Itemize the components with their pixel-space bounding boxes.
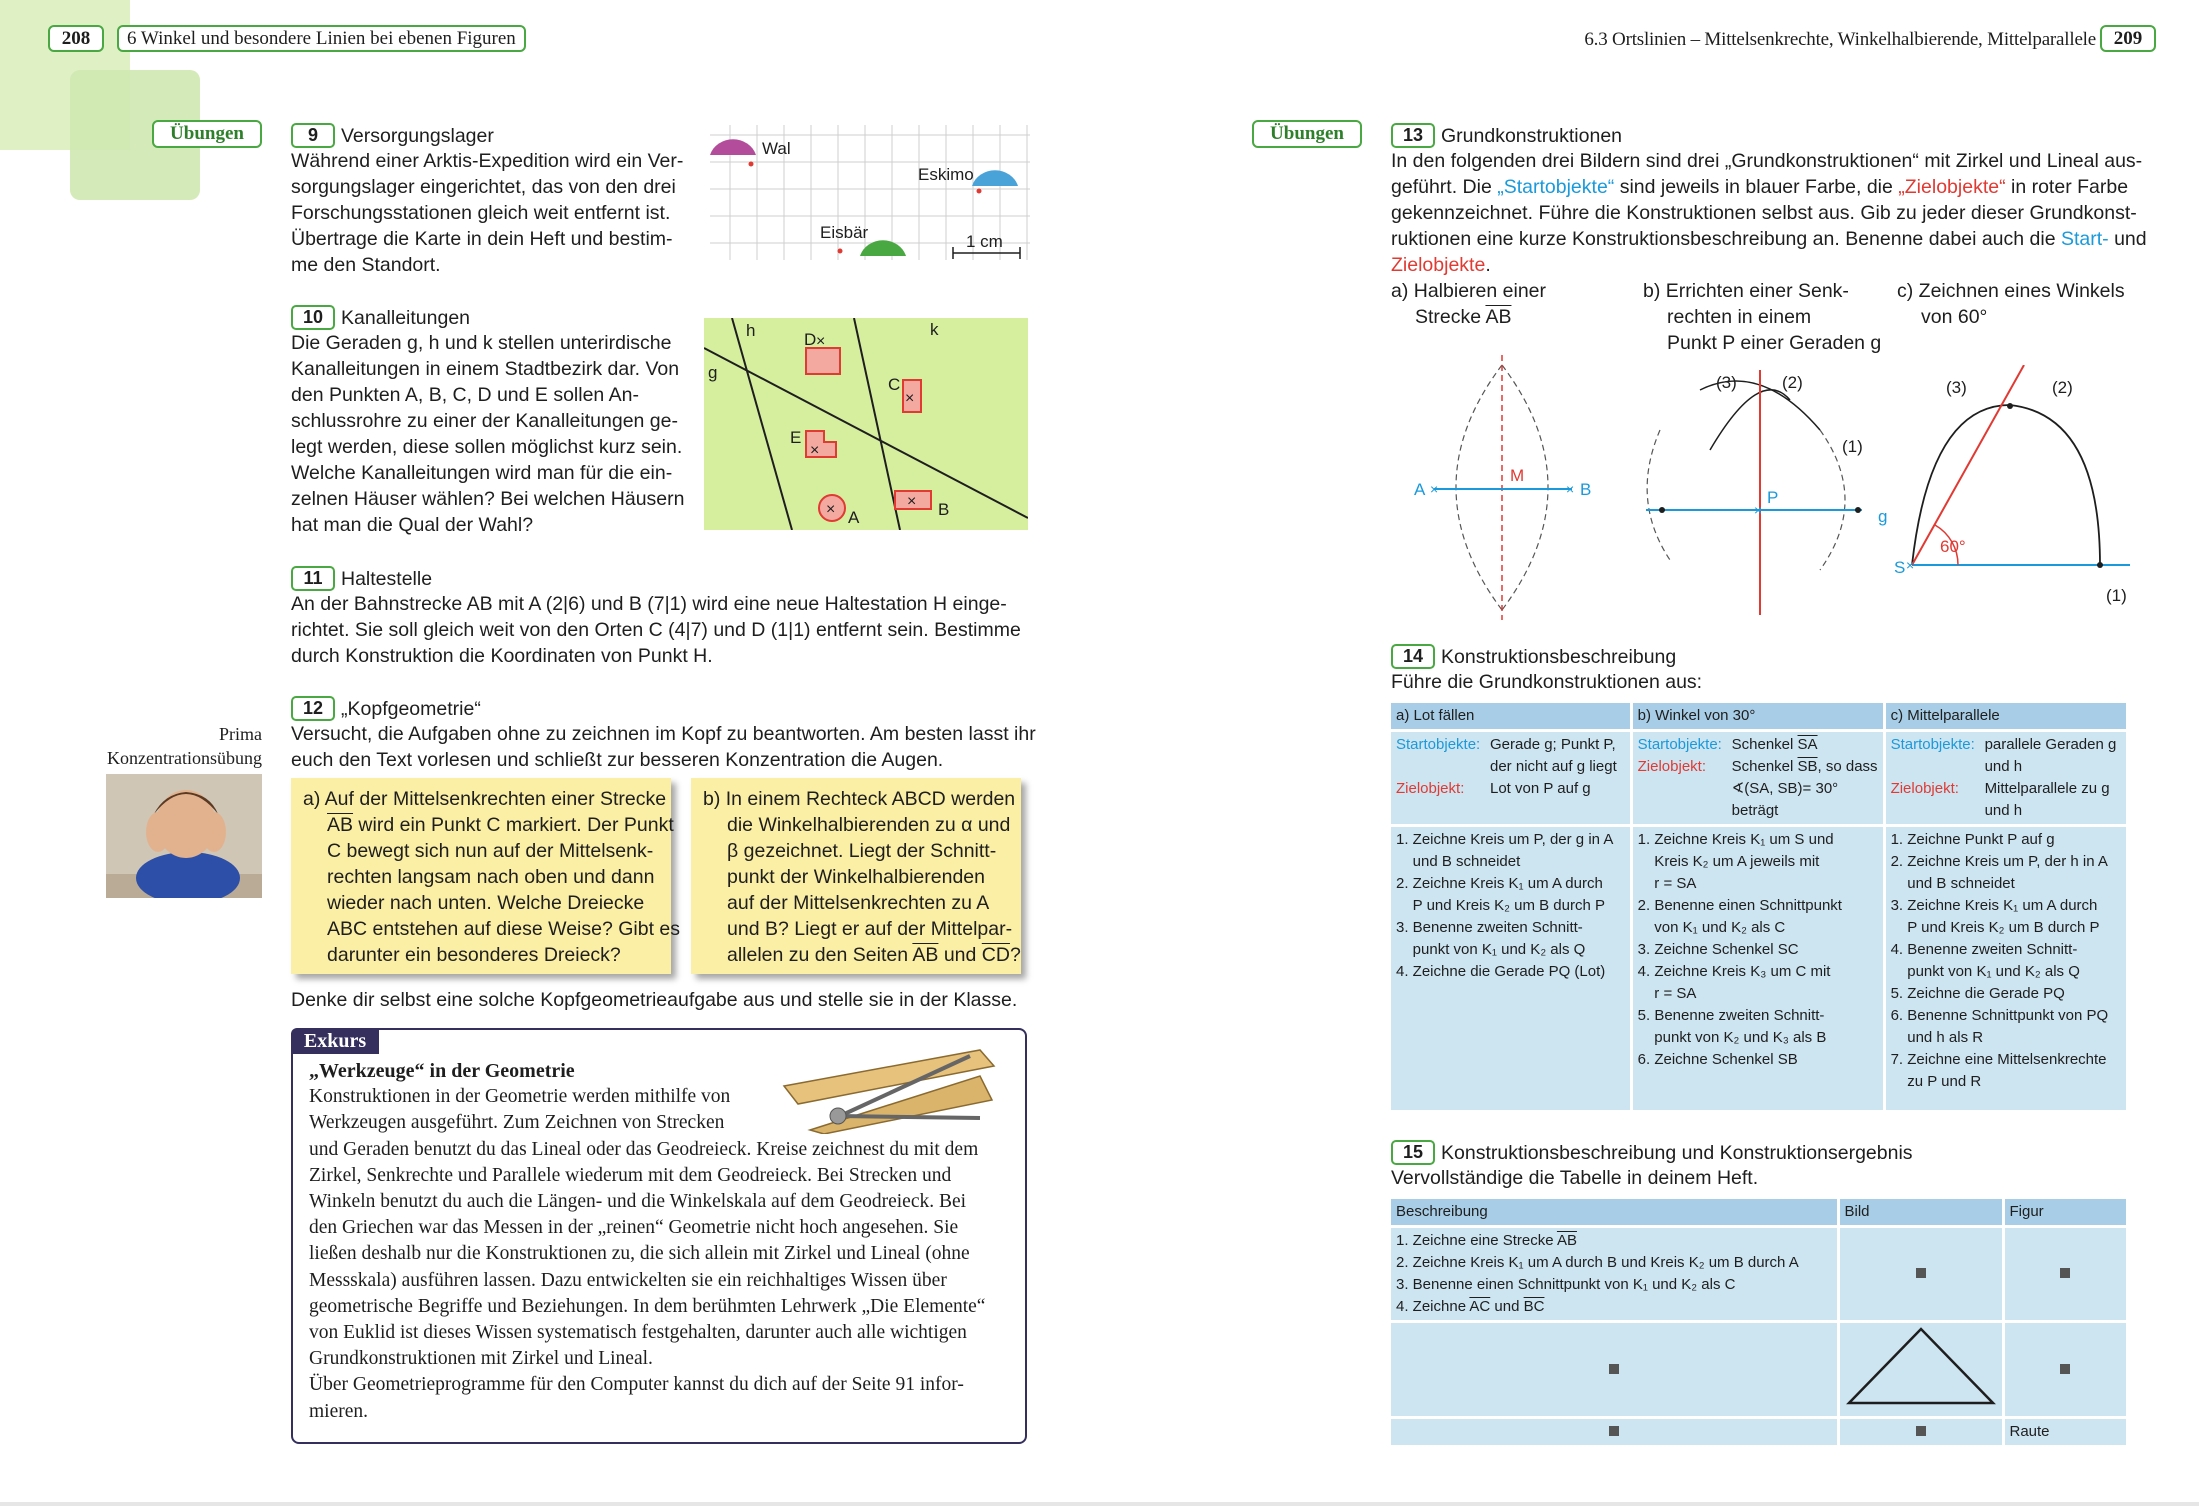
text-line: Während einer Arktis-Expedition wird ein Ver- [291,150,684,172]
segment-AB: $\overline{AB}$ [912,944,939,966]
text-line: den Griechen war das Messen in der „reinen“ Geometrie nicht hoch angesehen. Sie [309,1217,959,1239]
triangle-figure [1843,1323,1999,1409]
step-line: 4. Zeichne $\overline{AC}$ und $\overline{BC}$ [1396,1298,1545,1315]
step-line: 7. Zeichne eine Mittelsenkrechte [1890,1051,2107,1068]
text-line: C bewegt sich nun auf der Mittelsenk- [327,840,654,862]
task-12-after: Denke dir selbst eine solche Kopfgeometrieaufgabe aus und stelle sie in der Klasse. [291,989,1018,1011]
step-line: r = SA [1637,985,1697,1002]
task-title: Grundkonstruktionen [1441,124,1623,147]
table-header-row [1391,703,2126,729]
cell-line: Schenkel $\overline{SB}$, so dass [1731,758,1878,775]
text-line: In den folgenden drei Bildern sind drei „Grundkonstruktionen“ mit Zirkel und Lineal aus- [1391,150,2143,172]
task-11-heading [291,565,432,592]
text-line: richtet. Sie soll gleich weit von den Orten C (4|7) und D (1|1) entfernt sein. Bestimme [291,619,1021,641]
text-part: . [1485,254,1491,276]
text-line: und B? Liegt er auf der Mittelpar- [727,918,1013,940]
uebungen-label-left: Übungen [152,120,262,148]
angle-label: 60° [1940,537,1966,556]
text-line: hat man die Qual der Wahl? [291,514,534,536]
house-D [806,348,840,374]
task-14-subtitle: Führe die Grundkonstruktionen aus: [1391,671,1703,693]
text-part: und [2108,228,2147,250]
header-cell-beschreibung: Beschreibung [1391,1199,1837,1225]
cell-description [1391,1228,1837,1320]
arctic-map [700,120,1030,270]
text-line [303,812,674,838]
step-line: 3. Benenne einen Schnittpunkt von K₁ und K₂ als C [1396,1276,1736,1293]
text-line: b) Errichten einer Senk- [1643,280,1849,302]
text-line [1391,226,2147,252]
text-line: rechten in einem [1667,306,1812,328]
text-line: schlussrohre zu einer der Kanalleitungen ge- [291,410,678,432]
text-line: legt werden, diese sollen möglichst kurz sein. [291,436,683,458]
cell-figur [2005,1323,2127,1416]
placeholder-square-icon [1609,1364,1619,1374]
step-line: 3. Benenne zweiten Schnitt- [1396,919,1583,936]
step-line: 1. Zeichne Punkt P auf g [1890,831,2055,848]
step-line: und B schneidet [1396,853,1521,870]
ziel-term: Zielobjekte [1391,254,1486,276]
figure-perpendicular [1640,370,1900,620]
cell-b-objects [1633,732,1883,824]
ziel-row [1396,778,1625,800]
text-line: von 60° [1921,306,1988,328]
label-E: E [790,428,802,447]
task-14-heading [1391,643,1676,670]
task-15-heading [1391,1139,1913,1166]
placeholder-square-icon [1609,1426,1619,1436]
cell-b-steps [1633,827,1883,1110]
text-line: Grundkonstruktionen mit Zirkel und Lineal. [309,1348,653,1370]
text-part: in roter Farbe [2005,176,2129,198]
text-line: wieder nach unten. Welche Dreiecke [327,892,645,914]
text-line: Konstruktionen in der Geometrie werden mithilfe von [309,1086,731,1108]
placeholder-square-icon [2060,1364,2070,1374]
exkurs-text [309,1058,985,1425]
svg-text:×: × [816,333,826,350]
svg-text:×: × [905,390,915,407]
text-line: Winkeln benutzt du auch die Längen- und die Winkelskala auf dem Geodreieck. Bei [309,1191,967,1213]
text-line: Übertrage die Karte in dein Heft und bestim- [291,228,673,250]
step-line: P und Kreis K₂ um B durch P [1396,897,1605,914]
step-line: 1. Zeichne eine Strecke $\overline{AB}$ [1396,1232,1577,1249]
task-number: 14 [1391,644,1435,669]
text-line: b) In einem Rechteck ABCD werden [703,788,1016,810]
cell-line: Schenkel $\overline{SA}$ [1731,736,1818,753]
line-label-g: g [1878,507,1888,526]
line-label-h: h [746,321,756,340]
chapter-title: 6 Winkel und besondere Linien bei ebenen Figuren [117,25,526,52]
start-label: Startobjekte: [1396,736,1481,753]
task-number: 9 [291,123,335,148]
task-number: 15 [1391,1140,1435,1165]
eskimo-station-icon [972,170,1018,186]
text-line: gekennzeichnet. Führe die Konstruktionen selbst aus. Gib zu jeder dieser Grundkonst- [1391,202,2137,224]
left-page-number: 208 [48,25,104,52]
ziel-label: Zielobjekt: [1890,780,1959,797]
segment-AB: $\overline{AB}$ [327,814,354,836]
step-line: 2. Zeichne Kreis K₁ um A durch [1396,875,1603,892]
text-line: Versucht, die Aufgaben ohne zu zeichnen im Kopf zu beantworten. Am besten lasst ihr [291,723,1036,745]
map-label-eisbaer: Eisbär [820,223,869,242]
step-line: 6. Zeichne Schenkel SB [1637,1051,1798,1068]
step-label-2: (2) [2052,378,2073,397]
table-row [1391,1228,2126,1320]
task-title: „Kopfgeometrie“ [341,697,481,720]
step-label-1: (1) [1842,437,1863,456]
placeholder-square-icon [1916,1268,1926,1278]
text-line [1391,252,2147,278]
table-row-objects [1391,732,2126,824]
text-line: Messskala) ausführen lassen. Dazu entwickelten sie ein reichhaltiges Wissen über [309,1269,947,1291]
cell-line: Lot von P auf g [1490,780,1591,797]
uebungen-label-right: Übungen [1252,120,1362,148]
text-line: den Punkten A, B, C, D und E sollen An- [291,384,639,406]
step-line: 6. Benenne Schnittpunkt von PQ [1890,1007,2109,1024]
cell-line: der nicht auf g liegt [1490,758,1617,775]
side-note-line: Konzentrationsübung [107,748,262,768]
text-line: sorgungslager eingerichtet, das von den drei [291,176,676,198]
ziel-values [1985,778,2110,822]
point-label-S: S [1894,558,1906,577]
figure-60-degree [1890,365,2130,620]
header-cell-b: b) Winkel von 30° [1633,703,1883,729]
table-header-row [1391,1199,2126,1225]
task-number: 12 [291,696,335,721]
svg-text:×: × [1430,481,1439,497]
text-line: euch den Text vorlesen und schließt zur besseren Konzentration die Augen. [291,749,944,771]
label-C: C [888,375,901,394]
zielobjekte-term: „Zielobjekte“ [1898,176,2006,198]
step-line: r = SA [1637,875,1697,892]
step-line: 4. Zeichne Kreis K₃ um C mit [1637,963,1831,980]
cell-a-steps [1391,827,1630,1110]
sewer-map [704,318,1028,530]
step-line: 1. Zeichne Kreis K₁ um S und [1637,831,1834,848]
text-line: a) Halbieren einer [1391,280,1547,302]
svg-text:×: × [826,501,836,518]
step-line: 3. Zeichne Schenkel SC [1637,941,1799,958]
task-14-table [1388,700,2129,1113]
step-line: 5. Benenne zweiten Schnitt- [1637,1007,1825,1024]
step-line: 1. Zeichne Kreis um P, der g in A [1396,831,1614,848]
text-line: zelnen Häuser wählen? Bei welchen Häusern [291,488,685,510]
side-note-line: Prima [219,724,262,744]
girl-concentrating-photo [106,774,262,898]
point-label-M: M [1510,466,1525,485]
header-cell-figur: Figur [2005,1199,2127,1225]
text-part: ? [1009,944,1021,966]
figure-halving-segment [1410,355,1600,620]
step-line: P und Kreis K₂ um B durch P [1890,919,2100,936]
text-part: ruktionen eine kurze Konstruktionsbeschreibung an. Benenne dabei auch die [1391,228,2061,250]
ziel-row [1891,778,2121,822]
header-cell-bild: Bild [1840,1199,2002,1225]
cell-description [1391,1419,1837,1445]
text-line: von Euklid ist dieses Wissen systematisch festgehalten, darunter auch alle wichtigen [309,1322,967,1344]
task-number: 13 [1391,123,1435,148]
step-line: 4. Benenne zweiten Schnitt- [1890,941,2078,958]
exkurs-title: „Werkzeuge“ in der Geometrie [309,1060,575,1082]
text-part: sind jeweils in blauer Farbe, die [1614,176,1899,198]
label-A: A [848,508,860,527]
text-line: Die Geraden g, h und k stellen unterirdische [291,332,672,354]
ziel-values [1732,756,1878,822]
text-line: Werkzeugen ausgeführt. Zum Zeichnen von Strecken [309,1112,725,1134]
task-13b-caption [1643,278,1881,356]
step-line: 2. Benenne einen Schnittpunkt [1637,897,1842,914]
label-D: D [804,330,817,349]
svg-text:×: × [810,442,820,459]
start-values [1732,734,1818,756]
page-bottom-edge [0,1502,2199,1506]
text-line: β gezeichnet. Liegt der Schnitt- [727,840,997,862]
wal-station-icon [710,139,756,155]
cell-a-objects [1391,732,1630,824]
task-12-heading [291,695,481,722]
map-label-eskimo: Eskimo [918,165,974,184]
text-line: auf der Mittelsenkrechten zu A [727,892,990,914]
step-line: 2. Zeichne Kreis K₁ um A durch B und Kreis K₂ um B durch A [1396,1254,1799,1271]
step-line: 2. Zeichne Kreis um P, der h in A [1890,853,2108,870]
cell-bild [1840,1228,2002,1320]
cell-description [1391,1323,1837,1416]
task-13-heading [1391,122,1622,149]
step-line: 4. Zeichne die Gerade PQ (Lot) [1396,963,1606,980]
text-line: die Winkelhalbierenden zu α und [727,814,1011,836]
task-11-text [291,591,1021,669]
cell-bild [1840,1419,2002,1445]
segment-AB: $\overline{AB}$ [1485,306,1512,328]
text-part: allelen zu den Seiten [727,944,913,966]
cell-line: Mittelparallele zu g [1984,780,2110,797]
text-line: me den Standort. [291,254,441,276]
task-15-subtitle: Vervollständige die Tabelle in deinem Heft. [1391,1167,1759,1189]
task-12a-box [291,778,681,974]
step-line: 5. Zeichne die Gerade PQ [1890,985,2065,1002]
segment-CD: $\overline{CD}$ [981,944,1010,966]
text-line: Zirkel, Senkrechte und Parallele wiederum mit dem Geodreieck. Bei Strecken und [309,1164,952,1186]
right-page-number: 209 [2100,25,2156,52]
task-title: Kanalleitungen [341,306,471,329]
cell-c-objects [1886,732,2126,824]
text-line: rechten langsam nach oben und dann [327,866,655,888]
start-label: Startobjekte: [1637,736,1722,753]
text-line: Forschungsstationen gleich weit entfernt ist. [291,202,671,224]
step-line: punkt von K₂ und K₃ als B [1637,1029,1827,1046]
table-row-steps [1391,827,2126,1110]
task-15-table [1388,1196,2129,1448]
map-label-wal: Wal [762,139,791,158]
cell-line: und h [1984,758,2023,775]
cell-line: Gerade g; Punkt P, [1490,736,1616,753]
exkurs-tag: Exkurs [291,1028,379,1054]
step-line: und h als R [1890,1029,1984,1046]
text-line: Kanalleitungen in einem Stadtbezirk dar. Von [291,358,680,380]
start-label: Startobjekte: [1890,736,1975,753]
ziel-row [1638,756,1878,822]
task-13-text [1391,148,2147,278]
side-note [40,722,262,770]
step-line: von K₁ und K₂ als C [1637,919,1786,936]
text-line [1391,304,1546,330]
step-line: punkt von K₁ und K₂ als Q [1396,941,1586,958]
point-label-A: A [1414,480,1426,499]
cell-figur: Raute [2005,1419,2127,1445]
svg-text:×: × [1754,502,1763,518]
placeholder-square-icon [1916,1426,1926,1436]
step-line: 3. Zeichne Kreis K₁ um A durch [1890,897,2098,914]
text-line: punkt der Winkelhalbierenden [727,866,985,888]
task-title: Versorgungslager [341,124,494,147]
step-label-2: (2) [1782,373,1803,392]
text-line: durch Konstruktion die Koordinaten von Punkt H. [291,645,713,667]
table-row [1391,1323,2126,1416]
step-label-3: (3) [1716,373,1737,392]
task-12-text [291,721,1036,773]
step-line: zu P und R [1890,1073,1982,1090]
label-B: B [938,500,950,519]
text-line: Punkt P einer Geraden g [1667,332,1882,354]
header-cell-c: c) Mittelparallele [1886,703,2126,729]
ziel-label: Zielobjekt: [1637,758,1707,775]
task-title: Haltestelle [341,567,433,590]
cell-line: beträgt [1731,802,1779,819]
cell-c-steps [1886,827,2126,1110]
svg-text:×: × [1566,481,1575,497]
cell-line: parallele Geraden g [1984,736,2117,753]
ziel-label: Zielobjekt: [1396,780,1465,797]
step-line: und B schneidet [1890,875,2015,892]
text-line: ließen deshalb nur die Konstruktionen zu, die sich allein mit Zirkel und Lineal (ohne [309,1243,970,1265]
text-line: darunter ein besonderes Dreieck? [327,944,621,966]
cell-line: ∢(SA, SB)= 30° [1731,780,1839,797]
text-line: c) Zeichnen eines Winkels [1897,280,2125,302]
text-line: a) Auf der Mittelsenkrechten einer Strecke [303,788,667,810]
task-9-text [291,148,683,278]
start-term: Start- [2060,228,2109,250]
task-9-heading [291,122,494,149]
start-row [1638,734,1878,756]
line-label-g: g [708,363,718,382]
task-10-heading [291,304,470,331]
cell-line: und h [1984,802,2023,819]
table-row [1391,1419,2126,1445]
start-values [1985,734,2117,778]
point-label-B: B [1580,480,1592,499]
text-line: Über Geometrieprogramme für den Computer kannst du dich auf der Seite 91 infor- [309,1374,964,1396]
svg-text:×: × [907,493,917,510]
text-part: Strecke [1415,306,1486,328]
startobjekte-term: „Startobjekte“ [1497,176,1615,198]
task-title: Konstruktionsbeschreibung [1441,645,1677,668]
header-cell-a: a) Lot fällen [1391,703,1630,729]
task-13c-caption [1897,278,2125,330]
task-title: Konstruktionsbeschreibung und Konstruktionsergebnis [1441,1141,1913,1164]
step-label-3: (3) [1946,378,1967,397]
step-line: punkt von K₁ und K₂ als Q [1890,963,2080,980]
text-part: wird ein Punkt C markiert. Der Punkt [353,814,674,836]
right-running-title: 6.3 Ortslinien – Mittelsenkrechte, Winkelhalbierende, Mittelparallele [1584,29,2096,50]
task-10-text [291,330,685,538]
text-line: mieren. [309,1400,369,1422]
task-number: 11 [291,566,335,591]
text-line: geometrische Begriffe und Beziehungen. In dem berühmten Lehrwerk „Die Elemente“ [309,1295,986,1317]
text-line: An der Bahnstrecke AB mit A (2|6) und B (7|1) wird eine neue Haltestation H einge- [291,593,1007,615]
line-label-k: k [930,320,939,339]
step-line: Kreis K₂ um A jeweils mit [1637,853,1820,870]
step-label-1: (1) [2106,586,2127,605]
cell-figur [2005,1228,2127,1320]
start-row [1891,734,2121,778]
svg-text:×: × [1906,557,1915,573]
start-row [1396,734,1625,778]
text-line [1391,174,2147,200]
placeholder-square-icon [2060,1268,2070,1278]
cell-bild [1840,1323,2002,1416]
point-label-P: P [1767,488,1779,507]
map-scale: 1 cm [966,232,1003,251]
task-13a-caption [1391,278,1546,330]
text-line: Welche Kanalleitungen wird man für die ein- [291,462,673,484]
text-part: und [938,944,982,966]
task-12b-box [691,778,1021,974]
text-line: und Geraden benutzt du das Lineal oder das Geodreieck. Kreise zeichnest du mit dem [309,1138,979,1160]
text-part: geführt. Die [1391,176,1498,198]
start-values [1490,734,1617,778]
text-line [703,942,1021,968]
text-line: ABC entstehen auf diese Weise? Gibt es [327,918,681,940]
task-number: 10 [291,305,335,330]
